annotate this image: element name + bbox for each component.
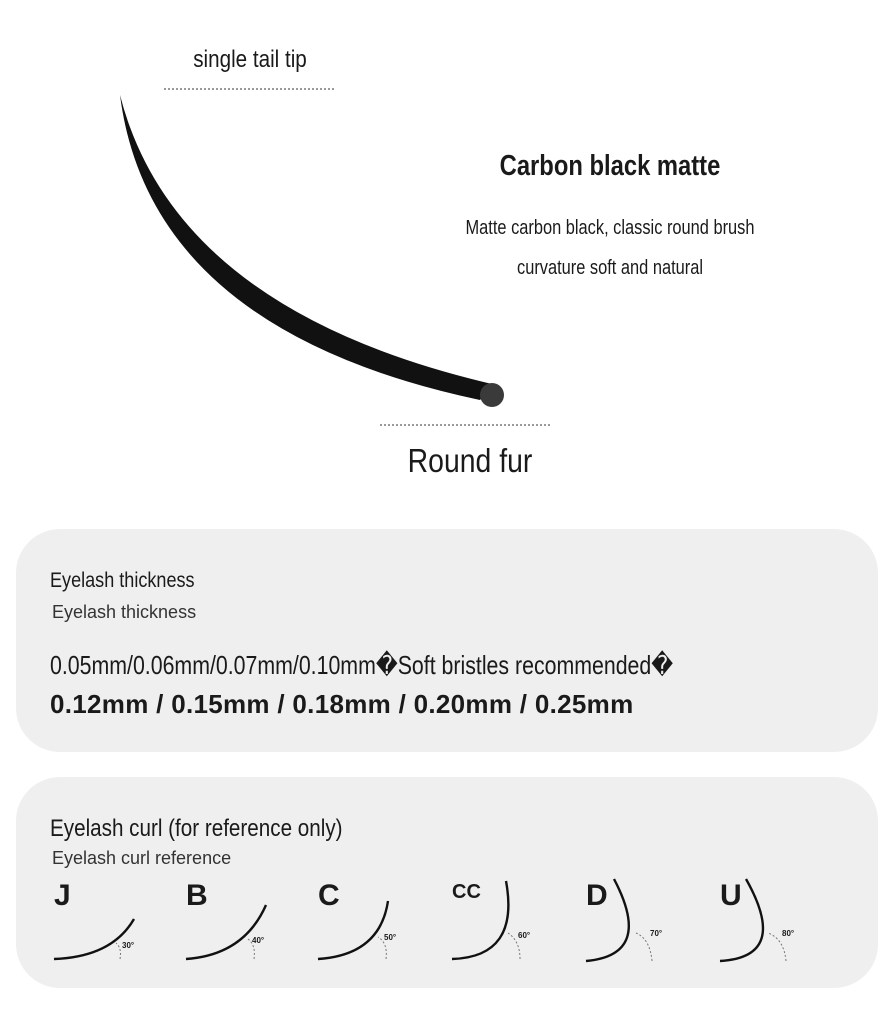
matte-title: Carbon black matte bbox=[499, 150, 721, 182]
curl-letter: CC bbox=[452, 881, 481, 903]
round-fur-label: Round fur bbox=[407, 442, 533, 479]
curl-u-diagram bbox=[718, 877, 818, 972]
curl-cc-diagram bbox=[450, 877, 550, 972]
lash-round-end bbox=[480, 383, 504, 407]
curl-c-diagram bbox=[316, 877, 416, 972]
lash-curve bbox=[120, 95, 492, 400]
curl-angle: 60° bbox=[518, 931, 531, 940]
curl-angle: 70° bbox=[650, 929, 663, 938]
thickness-title: Eyelash thickness bbox=[50, 569, 195, 592]
curl-angle: 80° bbox=[782, 929, 795, 938]
curl-letter: C bbox=[318, 879, 340, 912]
curl-letter: J bbox=[54, 879, 71, 912]
curl-item-u bbox=[718, 877, 818, 972]
curl-letter: D bbox=[586, 879, 608, 912]
thickness-panel bbox=[16, 529, 878, 752]
curl-item-j bbox=[52, 877, 152, 972]
thickness-subtitle: Eyelash thickness bbox=[52, 602, 197, 622]
matte-description-line-2: curvature soft and natural bbox=[517, 257, 703, 279]
curl-panel bbox=[16, 777, 878, 988]
curl-angle: 30° bbox=[122, 941, 135, 950]
curl-b-diagram bbox=[184, 877, 284, 972]
round-fur-divider bbox=[380, 424, 550, 426]
curl-angle: 50° bbox=[384, 933, 397, 942]
curl-j-diagram bbox=[52, 877, 152, 972]
curl-subtitle: Eyelash curl reference bbox=[52, 848, 232, 868]
curl-item-d bbox=[584, 877, 684, 972]
curl-item-b bbox=[184, 877, 284, 972]
curl-title: Eyelash curl (for reference only) bbox=[50, 815, 343, 842]
curl-letter: U bbox=[720, 879, 742, 912]
curl-angle: 40° bbox=[252, 936, 265, 945]
curl-d-diagram bbox=[584, 877, 684, 972]
tail-tip-label: single tail tip bbox=[193, 46, 307, 73]
thickness-soft-sizes: 0.05mm/0.06mm/0.07mm/0.10mm�Soft bristles recommended� bbox=[50, 650, 674, 680]
thickness-sizes: 0.12mm / 0.15mm / 0.18mm / 0.20mm / 0.25mm bbox=[50, 689, 634, 719]
matte-description-line-1: Matte carbon black, classic round brush bbox=[465, 217, 755, 239]
curl-item-c bbox=[316, 877, 416, 972]
curl-item-cc bbox=[450, 877, 550, 972]
curl-letter: B bbox=[186, 879, 208, 912]
